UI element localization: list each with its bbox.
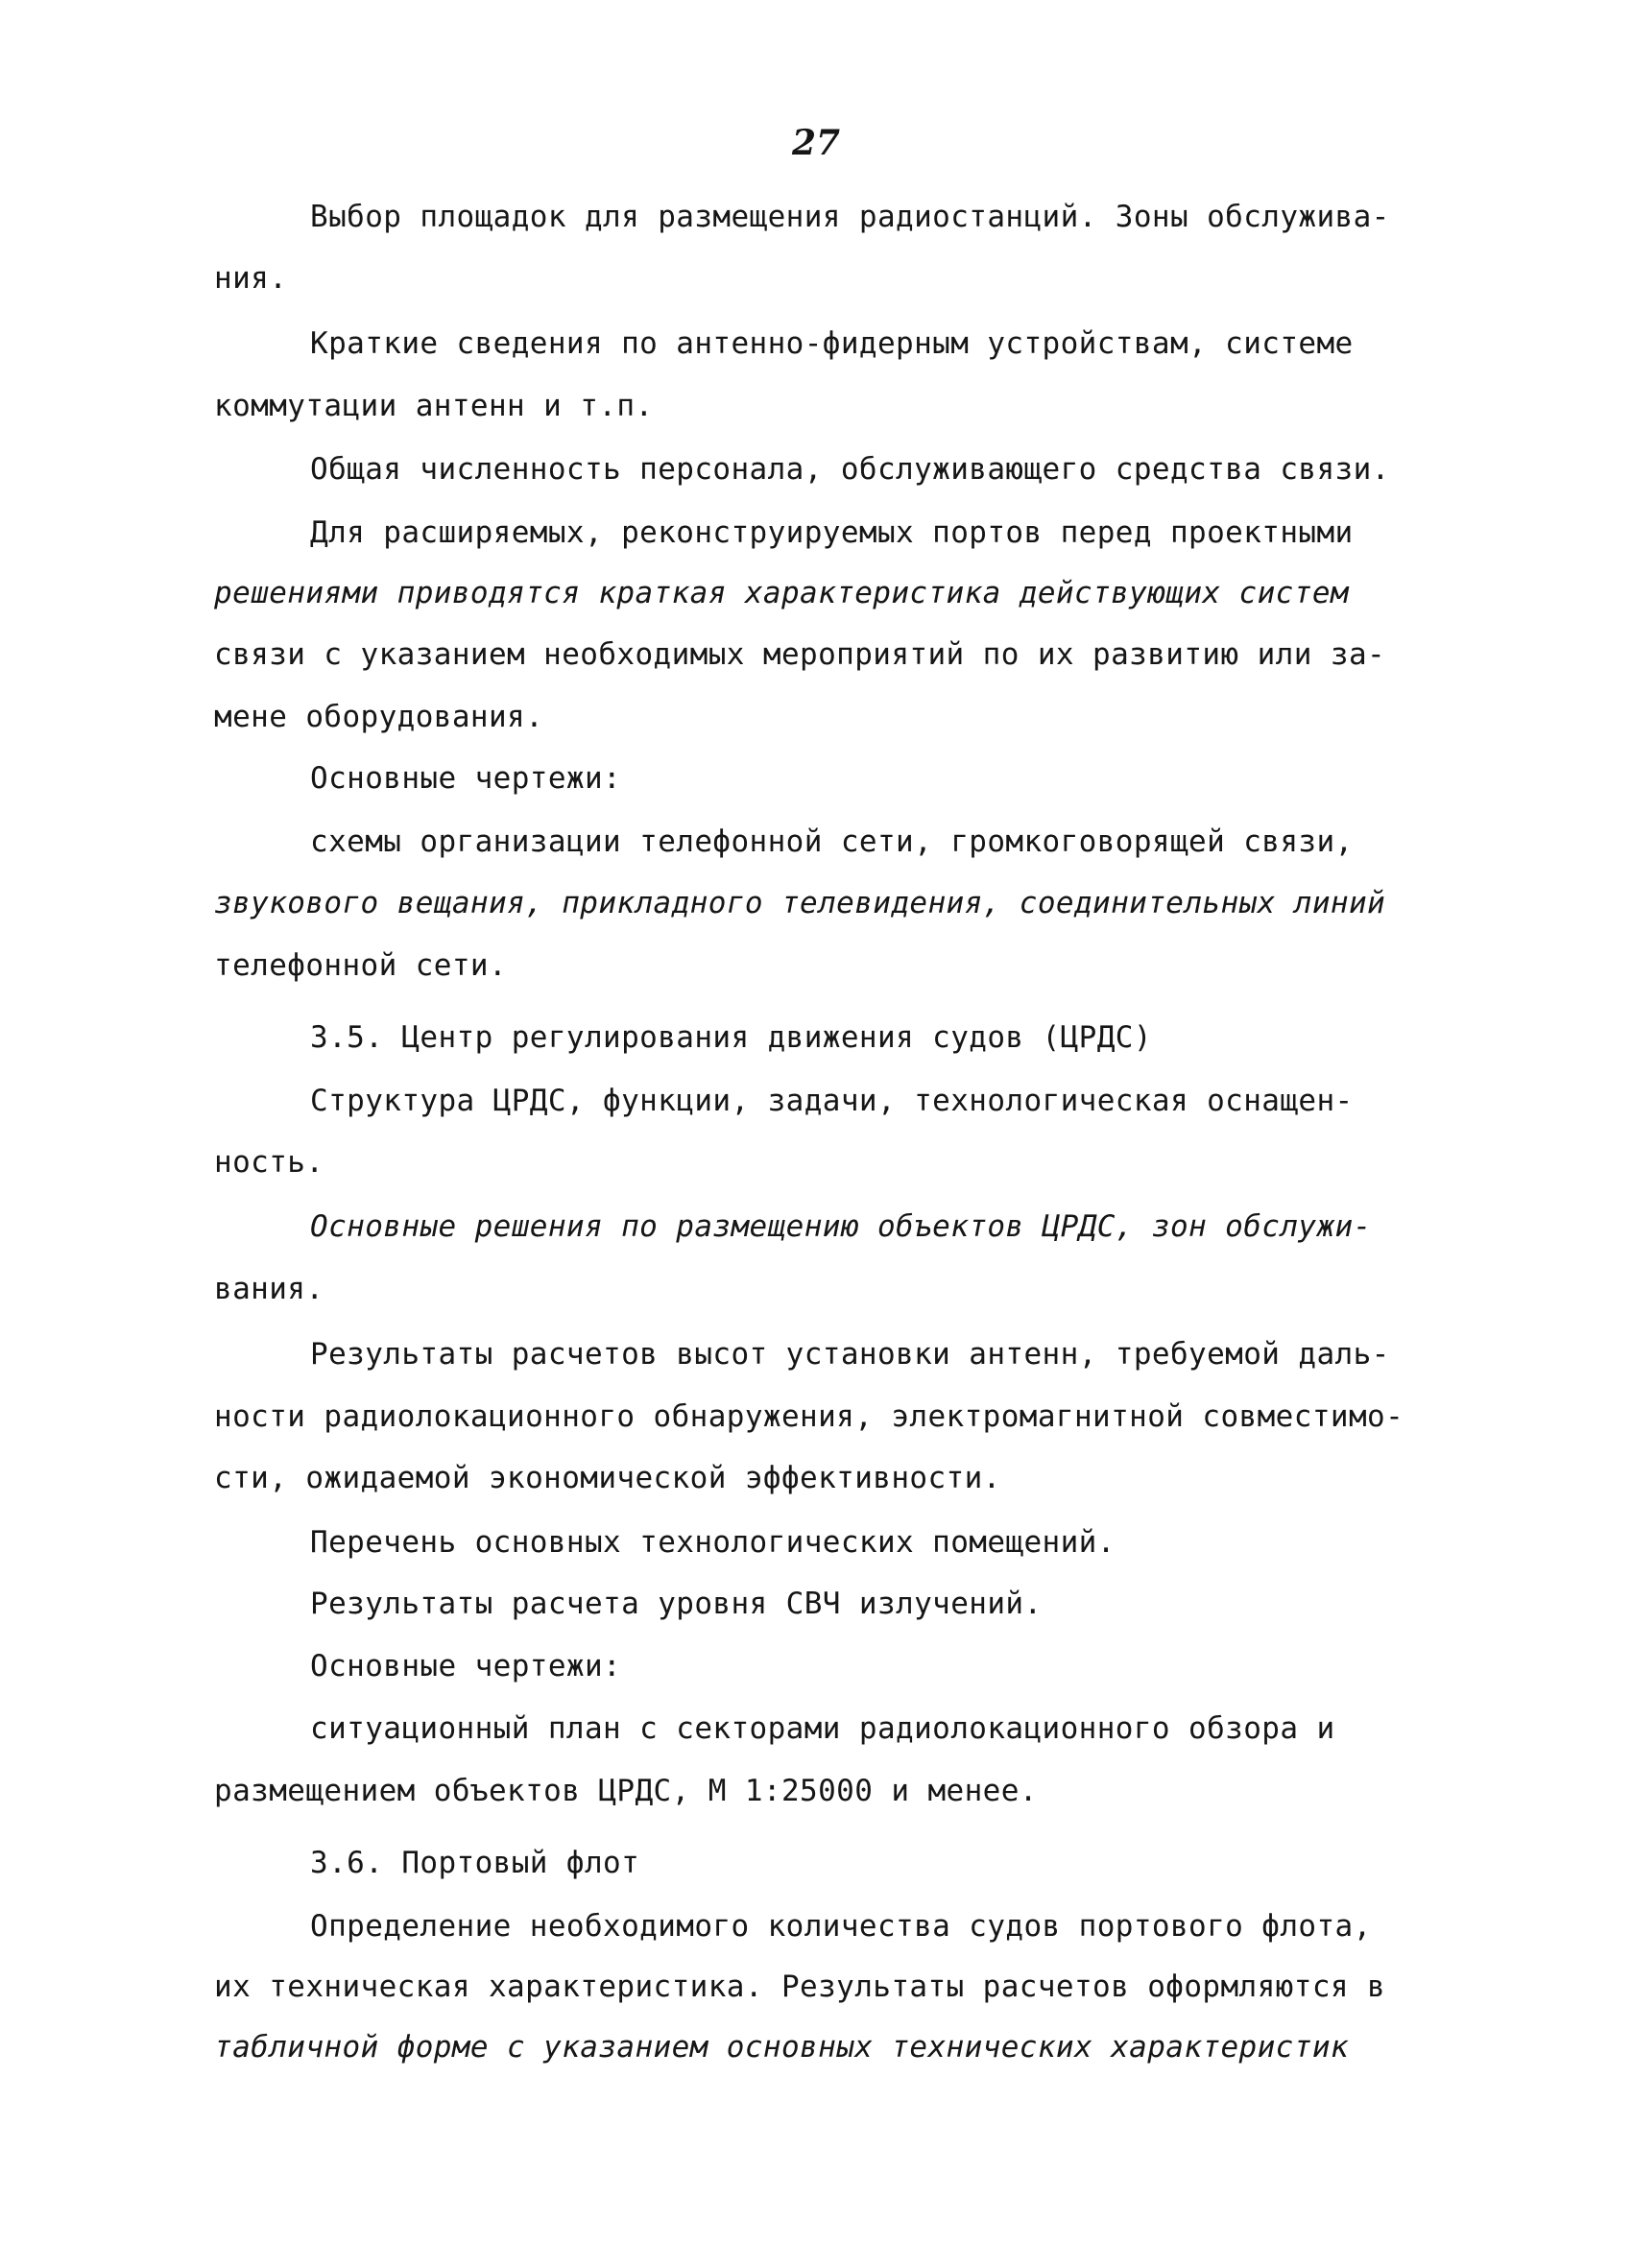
section-heading-3-5: 3.5. Центр регулирования движения судов (ЦРДС) <box>310 1020 1152 1055</box>
text-line: Основные решения по размещению объектов ЦРДС, зон обслужи- <box>310 1209 1372 1244</box>
text-line: ситуационный план с секторами радиолокационного обзора и <box>310 1711 1335 1746</box>
text-line: Результаты расчетов высот установки антенн, требуемой даль- <box>310 1337 1390 1372</box>
page-number: 27 <box>791 123 841 163</box>
text-line: ность. <box>214 1145 324 1180</box>
text-line: Определение необходимого количества судов портового флота, <box>310 1909 1372 1944</box>
text-line: Основные чертежи: <box>310 1649 622 1683</box>
text-line: связи с указанием необходимых мероприятий по их развитию или за- <box>214 637 1386 672</box>
text-line: телефонной сети. <box>214 948 508 983</box>
text-line: их техническая характеристика. Результаты расчетов оформляются в <box>214 1970 1386 2004</box>
text-line: ности радиолокационного обнаружения, электромагнитной совместимо- <box>214 1399 1404 1434</box>
text-line: коммутации антенн и т.п. <box>214 389 654 423</box>
text-line: размещением объектов ЦРДС, М 1:25000 и менее. <box>214 1774 1038 1808</box>
text-line: вания. <box>214 1272 324 1306</box>
text-line: схемы организации телефонной сети, громкоговорящей связи, <box>310 824 1354 859</box>
text-line: табличной форме с указанием основных технических характеристик <box>214 2030 1349 2065</box>
text-line: Для расширяемых, реконструируемых портов перед проектными <box>310 515 1354 550</box>
text-line: Структура ЦРДС, функции, задачи, технологическая оснащен- <box>310 1084 1354 1118</box>
text-line: ния. <box>214 261 288 296</box>
text-line: решениями приводятся краткая характеристика действующих систем <box>214 576 1349 610</box>
text-line: Перечень основных технологических помещений. <box>310 1525 1116 1560</box>
section-heading-3-6: 3.6. Портовый флот <box>310 1846 640 1880</box>
text-line: Выбор площадок для размещения радиостанций. Зоны обслужива- <box>310 200 1390 234</box>
text-line: сти, ожидаемой экономической эффективности. <box>214 1461 1001 1495</box>
text-line: Общая численность персонала, обслуживающего средства связи. <box>310 452 1390 487</box>
text-line: мене оборудования. <box>214 700 544 734</box>
text-line: Краткие сведения по антенно-фидерным устройствам, системе <box>310 326 1354 361</box>
text-line: Основные чертежи: <box>310 761 622 796</box>
text-line: звукового вещания, прикладного телевидения, соединительных линий <box>214 886 1386 920</box>
text-line: Результаты расчета уровня СВЧ излучений. <box>310 1587 1043 1621</box>
